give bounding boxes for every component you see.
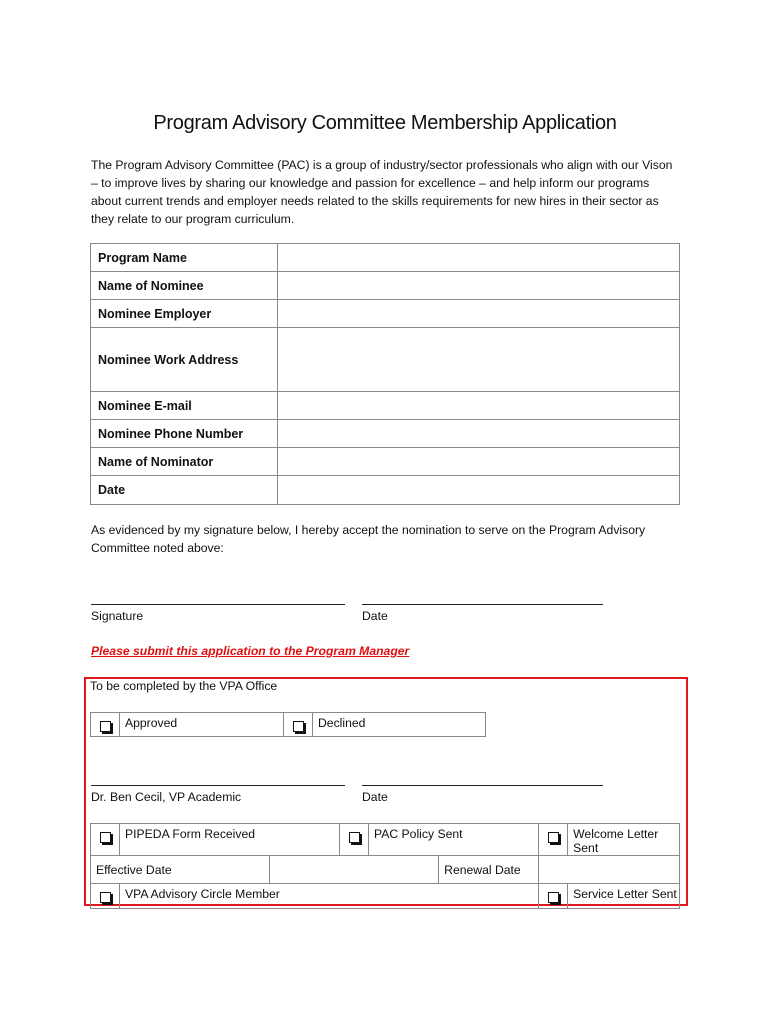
renewal-date-field[interactable] (539, 856, 680, 884)
nominator-name-field[interactable] (278, 448, 680, 476)
field-label: Program Name (91, 244, 278, 272)
signature-line[interactable] (91, 604, 345, 605)
nominee-employer-field[interactable] (278, 300, 680, 328)
service-letter-label: Service Letter Sent (568, 884, 680, 909)
nominee-email-field[interactable] (278, 392, 680, 420)
vp-signature-line[interactable] (91, 785, 345, 786)
field-label: Name of Nominator (91, 448, 278, 476)
approval-table (90, 712, 486, 737)
tracking-table (90, 823, 680, 909)
vp-date-line[interactable] (362, 785, 603, 786)
tracking-row (91, 856, 680, 884)
nominee-name-field[interactable] (278, 272, 680, 300)
pac-policy-label: PAC Policy Sent (369, 824, 539, 856)
form-row (91, 300, 680, 328)
nomination-form-table (90, 243, 680, 505)
tracking-row (91, 884, 680, 909)
form-row (91, 420, 680, 448)
field-label: Date (91, 476, 278, 505)
tracking-row (91, 824, 680, 856)
field-label: Nominee Work Address (91, 328, 278, 392)
vp-signer-label: Dr. Ben Cecil, VP Academic (91, 790, 242, 804)
form-row (91, 272, 680, 300)
checkbox-icon (349, 832, 360, 843)
form-row (91, 448, 680, 476)
field-label: Name of Nominee (91, 272, 278, 300)
form-row (91, 328, 680, 392)
field-label: Nominee Employer (91, 300, 278, 328)
date-label: Date (362, 609, 388, 623)
nominee-address-field[interactable] (278, 328, 680, 392)
form-row (91, 244, 680, 272)
page-title: Program Advisory Committee Membership Application (153, 112, 617, 134)
form-row (91, 476, 680, 505)
consent-statement: As evidenced by my signature below, I hereby accept the nomination to serve on the Program Advisory Committee noted above: (91, 523, 646, 555)
form-row (91, 392, 680, 420)
intro-paragraph: The Program Advisory Committee (PAC) is a group of industry/sector professionals who align with our Vison – to improve lives by sharing our knowledge and passion for excellence – and help inform our programs about current trends and employer needs related to the skills requirements for new hires in their sector as they relate to our program curriculum. (91, 158, 673, 226)
declined-label: Declined (313, 713, 486, 737)
program-name-field[interactable] (278, 244, 680, 272)
checkbox-icon (548, 892, 559, 903)
field-label: Nominee E-mail (91, 392, 278, 420)
nominee-phone-field[interactable] (278, 420, 680, 448)
effective-date-field[interactable] (269, 856, 438, 884)
declined-checkbox[interactable] (284, 713, 313, 737)
vpa-heading: To be completed by the VPA Office (90, 679, 278, 693)
field-label: Nominee Phone Number (91, 420, 278, 448)
vp-date-label: Date (362, 790, 388, 804)
service-letter-checkbox[interactable] (539, 884, 568, 909)
approved-label: Approved (120, 713, 284, 737)
date-field[interactable] (278, 476, 680, 505)
renewal-date-label: Renewal Date (439, 856, 539, 884)
checkbox-icon (100, 892, 111, 903)
submit-instruction: Please submit this application to the Program Manager (91, 644, 410, 658)
date-line[interactable] (362, 604, 603, 605)
checkbox-icon (548, 832, 559, 843)
circle-member-checkbox[interactable] (91, 884, 120, 909)
pipeda-checkbox[interactable] (91, 824, 120, 856)
pac-policy-checkbox[interactable] (340, 824, 369, 856)
effective-date-label: Effective Date (91, 856, 270, 884)
checkbox-icon (100, 721, 111, 732)
circle-member-label: VPA Advisory Circle Member (120, 884, 539, 909)
checkbox-icon (100, 832, 111, 843)
pipeda-label: PIPEDA Form Received (120, 824, 340, 856)
signature-label: Signature (91, 609, 144, 623)
approved-checkbox[interactable] (91, 713, 120, 737)
welcome-letter-label: Welcome Letter Sent (568, 824, 680, 856)
welcome-letter-checkbox[interactable] (539, 824, 568, 856)
checkbox-icon (293, 721, 304, 732)
